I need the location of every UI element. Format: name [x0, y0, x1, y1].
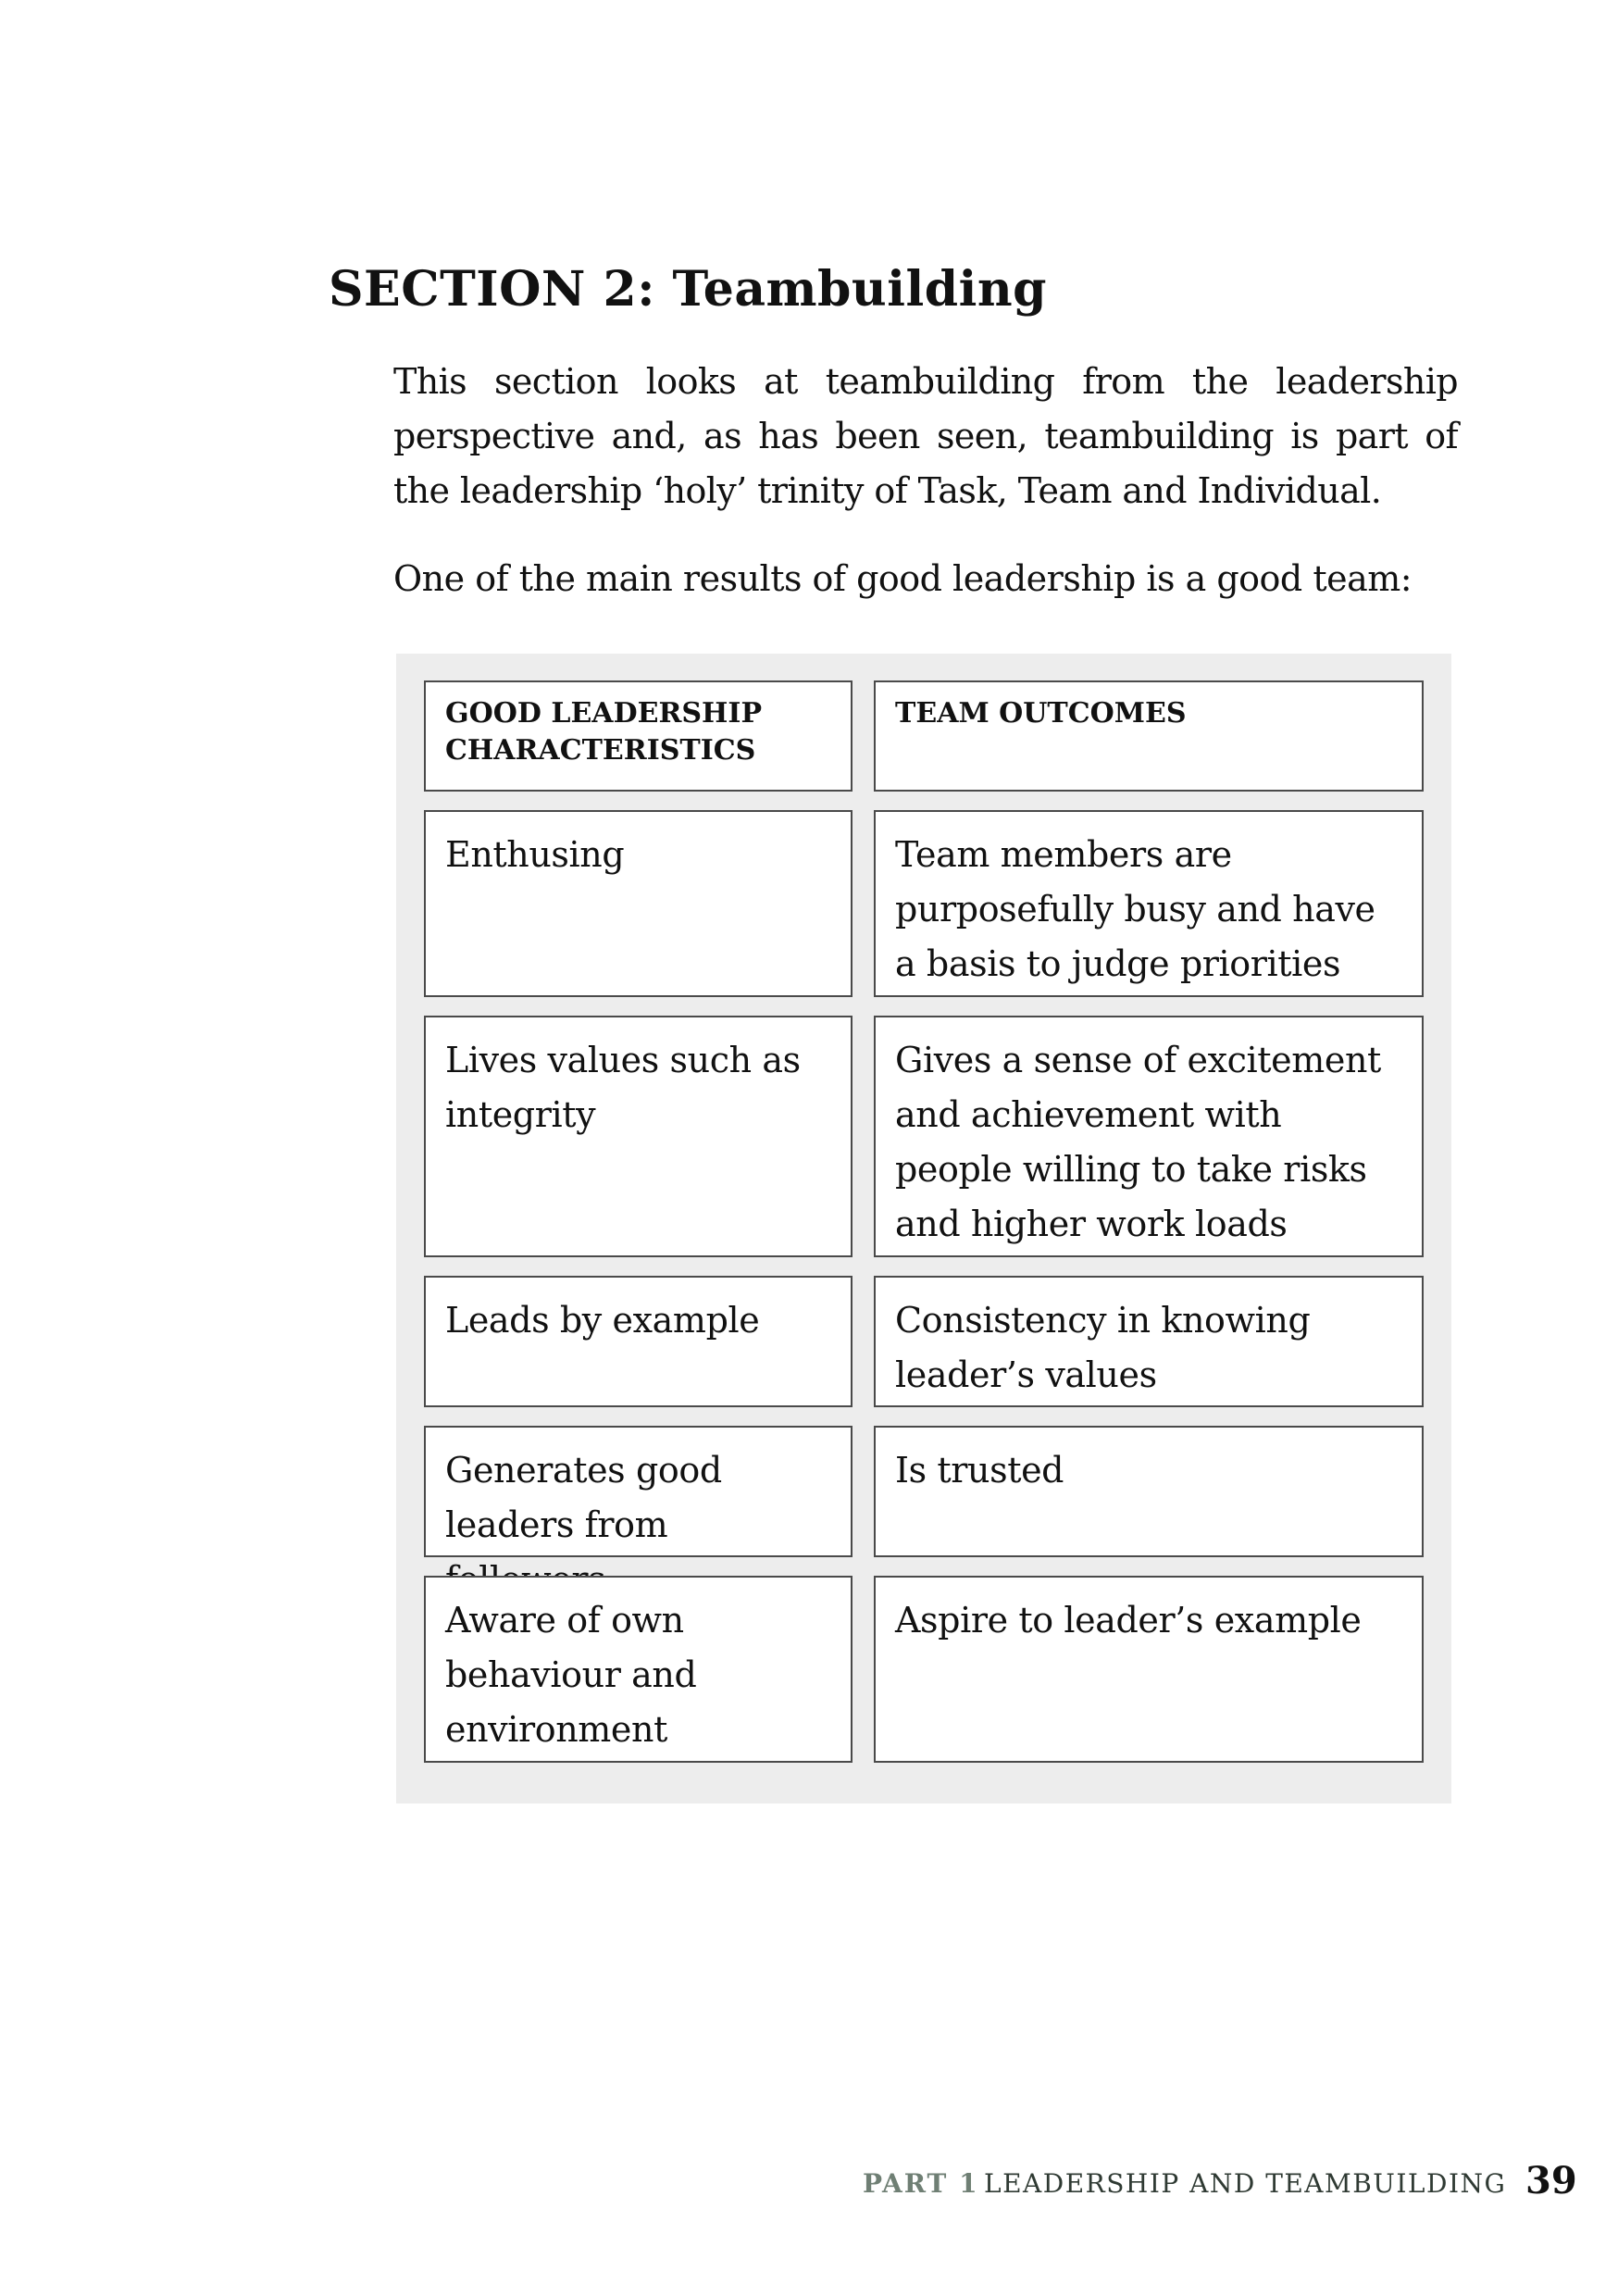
table-cell-characteristic: Generates good leaders from [424, 1426, 853, 1557]
table-cell-characteristic: Aware of own behaviour and environment [424, 1576, 853, 1763]
footer-part-label: PART 1 [863, 2168, 979, 2199]
table-cell-characteristic: Leads by example [424, 1276, 853, 1407]
lead-in-paragraph: One of the main results of good leadership is a good team: [393, 558, 1413, 599]
header-leadership-characteristics: GOOD LEADERSHIP CHARACTERISTICS [424, 680, 853, 792]
table-cell-characteristic: Enthusing [424, 810, 853, 997]
footer-part-title: LEADERSHIP AND TEAMBUILDING [984, 2168, 1507, 2199]
table-cell-outcome: Is trusted [874, 1426, 1424, 1557]
header-team-outcomes: TEAM OUTCOMES [874, 680, 1424, 792]
intro-paragraph: This section looks at teambuilding from the leadership perspective and, as has been seen, teambuilding is part of the leadership ‘holy’ trinity of Task, Team and Individual. [393, 361, 1458, 511]
page-number: 39 [1525, 2159, 1577, 2202]
table-cell-outcome: Gives a sense of excitement and achievement with people willing to take risks and higher work loads [874, 1016, 1424, 1257]
table-cell-outcome: Aspire to leader’s example [874, 1576, 1424, 1763]
table-cell-outcome: Consistency in knowing leader’s values [874, 1276, 1424, 1407]
characteristics-table [396, 654, 1451, 1803]
table-cell-characteristic: Lives values such as integrity [424, 1016, 853, 1257]
table-cell-outcome: Team members are purposefully busy and have a basis to judge priorities [874, 810, 1424, 997]
section-title: SECTION 2: Teambuilding [329, 261, 1047, 318]
